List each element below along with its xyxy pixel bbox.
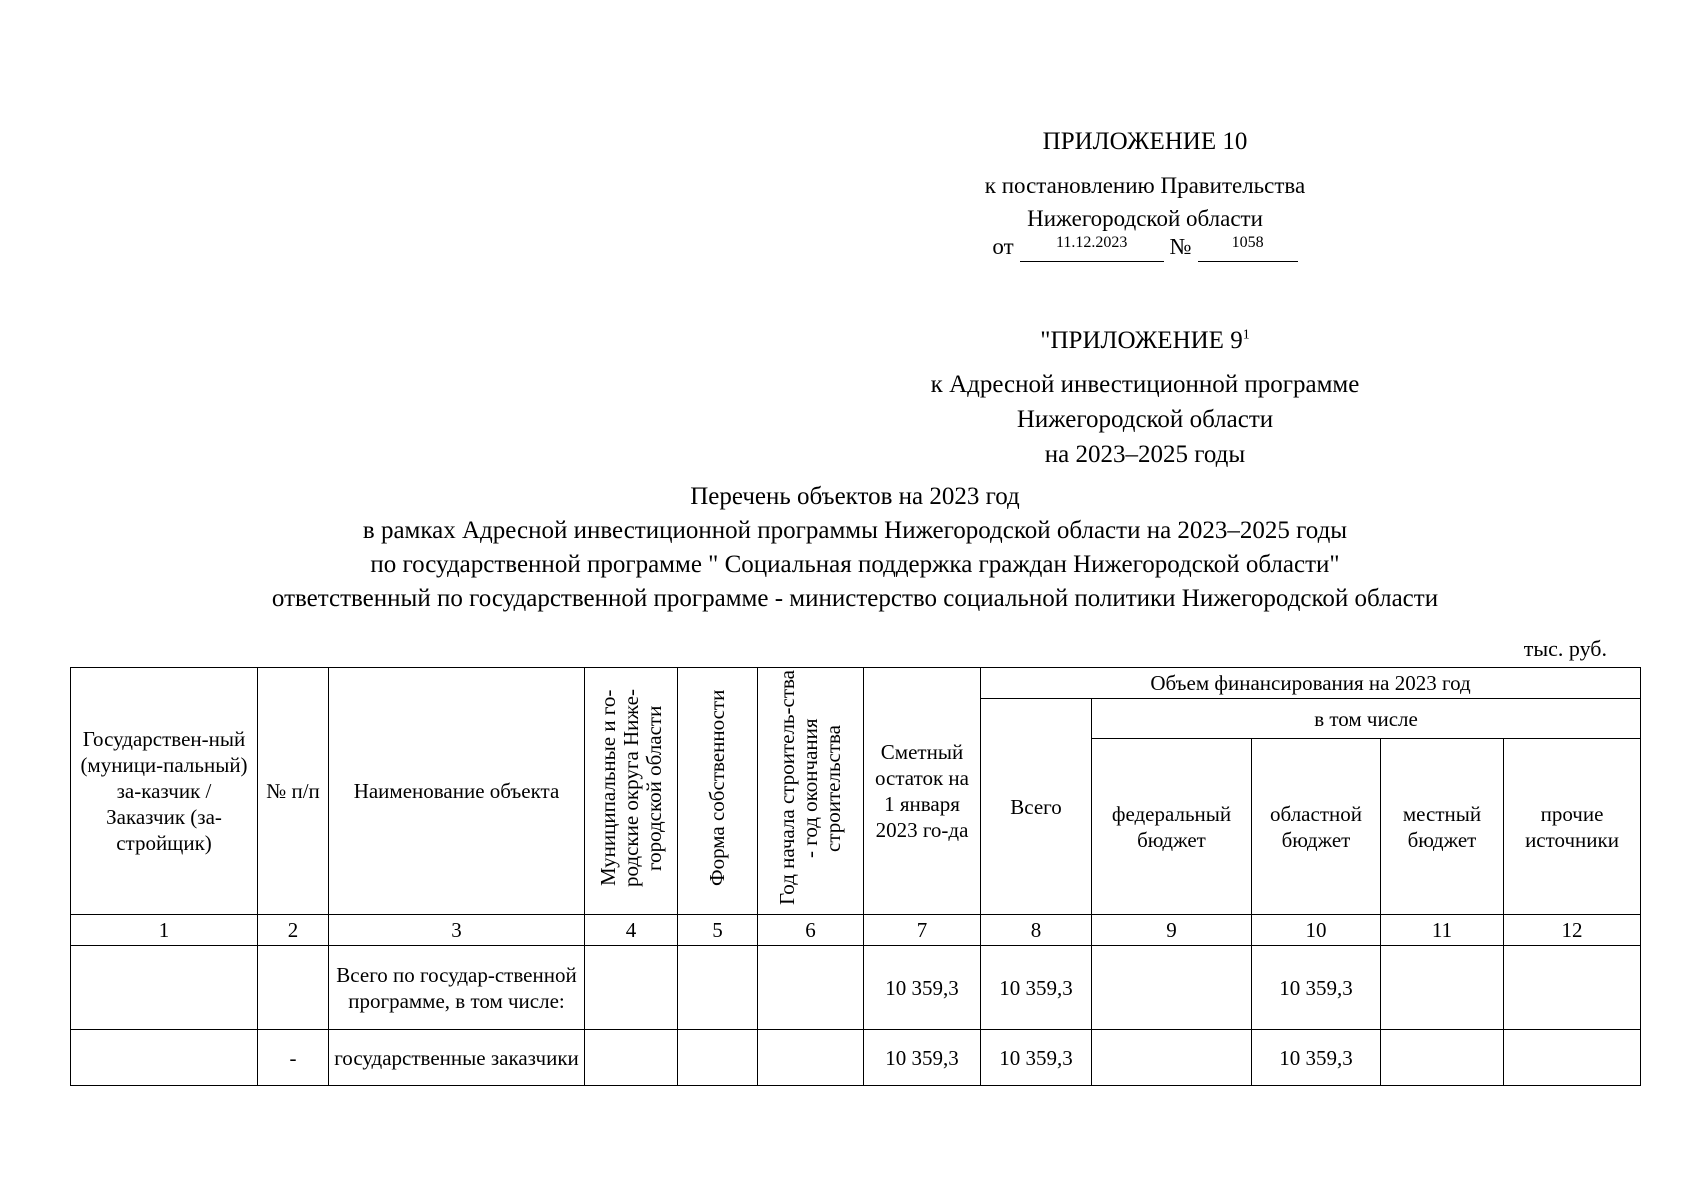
cell-total: 10 359,3 [981, 1030, 1092, 1086]
appendix-10-line1: к постановлению Правительства [984, 173, 1306, 198]
column-number: 5 [678, 915, 758, 946]
appendix-10-date-number-row [900, 232, 1390, 262]
cell-ownership [678, 946, 758, 1030]
header-other-sources: прочие источники [1504, 739, 1641, 915]
cell-local-budget [1381, 1030, 1504, 1086]
appendix-9-line2: Нижегородской области [1016, 406, 1274, 433]
header-ownership-text: Форма собственности [705, 689, 729, 887]
number-label: № [1169, 234, 1192, 259]
header-local-budget: местный бюджет [1381, 739, 1504, 915]
appendix-9-line1: к Адресной инвестиционной программе [930, 371, 1360, 398]
cell-object-name: Всего по государ-ственной программе, в том числе: [329, 946, 585, 1030]
header-construction-years [758, 668, 864, 915]
header-estimate-balance: Сметный остаток на 1 января 2023 го-да [864, 668, 981, 915]
column-number: 10 [1252, 915, 1381, 946]
objects-table [70, 667, 1641, 1086]
cell-ownership [678, 1030, 758, 1086]
cell-regional-budget: 10 359,3 [1252, 1030, 1381, 1086]
document-heading [190, 480, 1520, 616]
date-field [1020, 235, 1164, 262]
header-ownership [678, 668, 758, 915]
cell-local-budget [1381, 946, 1504, 1030]
heading-line1: Перечень объектов на 2023 год [690, 483, 1020, 510]
cell-federal-budget [1092, 946, 1252, 1030]
column-number: 1 [71, 915, 258, 946]
cell-municipalities [585, 1030, 678, 1086]
cell-number: - [258, 1030, 329, 1086]
column-number: 3 [329, 915, 585, 946]
heading-line2: в рамках Адресной инвестиционной программы Нижегородской области на 2023–2025 годы [362, 517, 1348, 544]
cell-customer [71, 1030, 258, 1086]
cell-object-name: государственные заказчики [329, 1030, 585, 1086]
header-financing: Объем финансирования на 2023 год [981, 668, 1641, 699]
cell-regional-budget: 10 359,3 [1252, 946, 1381, 1030]
cell-total: 10 359,3 [981, 946, 1092, 1030]
cell-other-sources [1504, 1030, 1641, 1086]
header-number: № п/п [258, 668, 329, 915]
header-customer: Государствен-ный (муници-пальный) за-казчик / Заказчик (за-стройщик) [71, 668, 258, 915]
number-field [1198, 235, 1298, 262]
date-value: 11.12.2023 [1055, 234, 1128, 251]
appendix-10-block [900, 126, 1390, 262]
table-row [71, 946, 1641, 1030]
header-municipalities [585, 668, 678, 915]
header-regional-budget: областной бюджет [1252, 739, 1381, 915]
column-number: 7 [864, 915, 981, 946]
heading-line4: ответственный по государственной программе - министерство социальной политики Нижегородской области [271, 585, 1439, 612]
unit-label: тыс. руб. [1523, 636, 1607, 661]
column-number: 6 [758, 915, 864, 946]
appendix-9-superscript: 1 [1242, 327, 1250, 343]
cell-customer [71, 946, 258, 1030]
number-value: 1058 [1231, 234, 1264, 251]
column-number: 9 [1092, 915, 1252, 946]
header-row-1 [71, 668, 1641, 699]
cell-estimate-balance: 10 359,3 [864, 946, 981, 1030]
appendix-9-line3: на 2023–2025 годы [1044, 441, 1246, 468]
cell-municipalities [585, 946, 678, 1030]
cell-estimate-balance: 10 359,3 [864, 1030, 981, 1086]
table-row [71, 1030, 1641, 1086]
column-number: 2 [258, 915, 329, 946]
header-construction-years-text: Год начала строитель-ства - год окончания строительства [775, 670, 845, 906]
heading-line3: по государственной программе " Социальная поддержка граждан Нижегородской области" [370, 551, 1340, 578]
appendix-9-title [900, 325, 1390, 357]
column-number: 11 [1381, 915, 1504, 946]
cell-construction-years [758, 1030, 864, 1086]
header-federal-budget: федеральный бюджет [1092, 739, 1252, 915]
appendix-10-title: ПРИЛОЖЕНИЕ 10 [1042, 128, 1248, 155]
appendix-9-title-text: "ПРИЛОЖЕНИЕ 9 [1040, 327, 1243, 354]
from-label: от [992, 234, 1014, 259]
cell-federal-budget [1092, 1030, 1252, 1086]
column-number: 4 [585, 915, 678, 946]
column-number: 8 [981, 915, 1092, 946]
appendix-9-block [900, 325, 1390, 471]
appendix-10-line2: Нижегородской области [1027, 206, 1263, 231]
header-total: Всего [981, 699, 1092, 915]
header-including: в том числе [1092, 699, 1641, 739]
header-municipalities-text: Муниципальные и го-родские округа Ниже-городской области [595, 689, 666, 887]
header-object-name: Наименование объекта [329, 668, 585, 915]
cell-construction-years [758, 946, 864, 1030]
cell-other-sources [1504, 946, 1641, 1030]
column-number: 12 [1504, 915, 1641, 946]
cell-number [258, 946, 329, 1030]
column-number-row [71, 915, 1641, 946]
